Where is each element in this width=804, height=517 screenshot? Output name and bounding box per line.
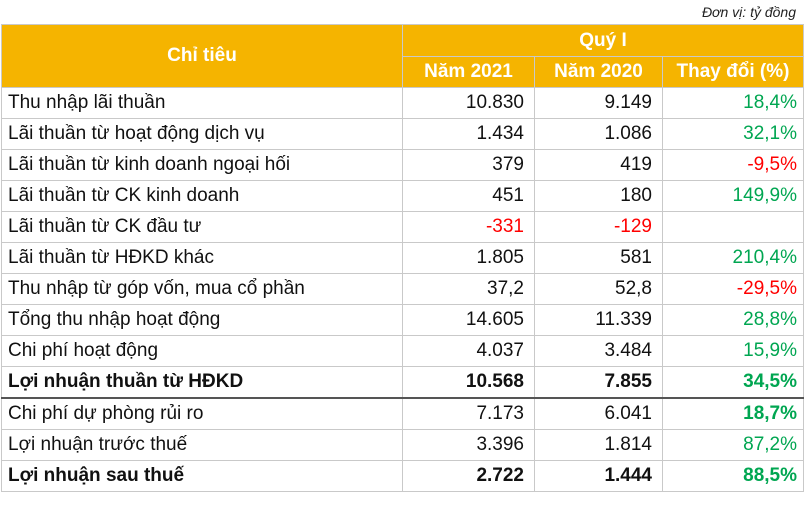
table-row [2, 274, 804, 305]
header-year-2021: Năm 2021 [403, 57, 535, 88]
value-2021: 10.568 [403, 367, 535, 399]
value-2021: 379 [403, 150, 535, 181]
row-label: Lợi nhuận sau thuế [2, 461, 403, 492]
financial-table [1, 24, 804, 492]
change-value: 88,5% [663, 461, 804, 492]
value-2021: 1.434 [403, 119, 535, 150]
value-2021: 10.830 [403, 88, 535, 119]
value-2021: 14.605 [403, 305, 535, 336]
value-2020: 52,8 [535, 274, 663, 305]
value-2020: 1.444 [535, 461, 663, 492]
value-2020: 581 [535, 243, 663, 274]
change-value: -29,5% [663, 274, 804, 305]
table-row [2, 398, 804, 430]
table-row [2, 88, 804, 119]
value-2020: 6.041 [535, 398, 663, 430]
change-value: 32,1% [663, 119, 804, 150]
value-2021: 1.805 [403, 243, 535, 274]
table-row [2, 430, 804, 461]
change-value: 87,2% [663, 430, 804, 461]
change-value: 149,9% [663, 181, 804, 212]
value-2020: 3.484 [535, 336, 663, 367]
table-row [2, 305, 804, 336]
row-label: Lãi thuần từ CK kinh doanh [2, 181, 403, 212]
unit-note: Đơn vị: tỷ đồng [701, 4, 796, 20]
value-2020: 1.814 [535, 430, 663, 461]
value-2020: 9.149 [535, 88, 663, 119]
header-year-2020: Năm 2020 [535, 57, 663, 88]
table-row [2, 181, 804, 212]
value-2020: 11.339 [535, 305, 663, 336]
table-row [2, 150, 804, 181]
table-header [2, 25, 804, 88]
change-value: 18,7% [663, 398, 804, 430]
value-2021: 2.722 [403, 461, 535, 492]
change-value: 210,4% [663, 243, 804, 274]
value-2021: 37,2 [403, 274, 535, 305]
table-row [2, 119, 804, 150]
change-value: 34,5% [663, 367, 804, 399]
value-2020: 180 [535, 181, 663, 212]
change-value [663, 212, 804, 243]
value-2021: 3.396 [403, 430, 535, 461]
table-row [2, 243, 804, 274]
row-label: Lãi thuần từ HĐKD khác [2, 243, 403, 274]
table-row [2, 336, 804, 367]
table-row [2, 367, 804, 399]
value-2021: -331 [403, 212, 535, 243]
value-2021: 451 [403, 181, 535, 212]
change-value: 15,9% [663, 336, 804, 367]
change-value: 28,8% [663, 305, 804, 336]
value-2020: 7.855 [535, 367, 663, 399]
row-label: Tổng thu nhập hoạt động [2, 305, 403, 336]
row-label: Lãi thuần từ kinh doanh ngoại hối [2, 150, 403, 181]
header-indicator: Chỉ tiêu [2, 25, 403, 88]
value-2021: 7.173 [403, 398, 535, 430]
value-2021: 4.037 [403, 336, 535, 367]
value-2020: 419 [535, 150, 663, 181]
row-label: Chi phí hoạt động [2, 336, 403, 367]
row-label: Chi phí dự phòng rủi ro [2, 398, 403, 430]
row-label: Lãi thuần từ hoạt động dịch vụ [2, 119, 403, 150]
change-value: -9,5% [663, 150, 804, 181]
table-row [2, 461, 804, 492]
table-row [2, 212, 804, 243]
value-2020: 1.086 [535, 119, 663, 150]
header-change: Thay đổi (%) [663, 57, 804, 88]
row-label: Thu nhập từ góp vốn, mua cổ phần [2, 274, 403, 305]
row-label: Lợi nhuận trước thuế [2, 430, 403, 461]
change-value: 18,4% [663, 88, 804, 119]
header-quarter-group: Quý I [403, 25, 804, 57]
row-label: Thu nhập lãi thuần [2, 88, 403, 119]
value-2020: -129 [535, 212, 663, 243]
row-label: Lợi nhuận thuần từ HĐKD [2, 367, 403, 399]
row-label: Lãi thuần từ CK đầu tư [2, 212, 403, 243]
